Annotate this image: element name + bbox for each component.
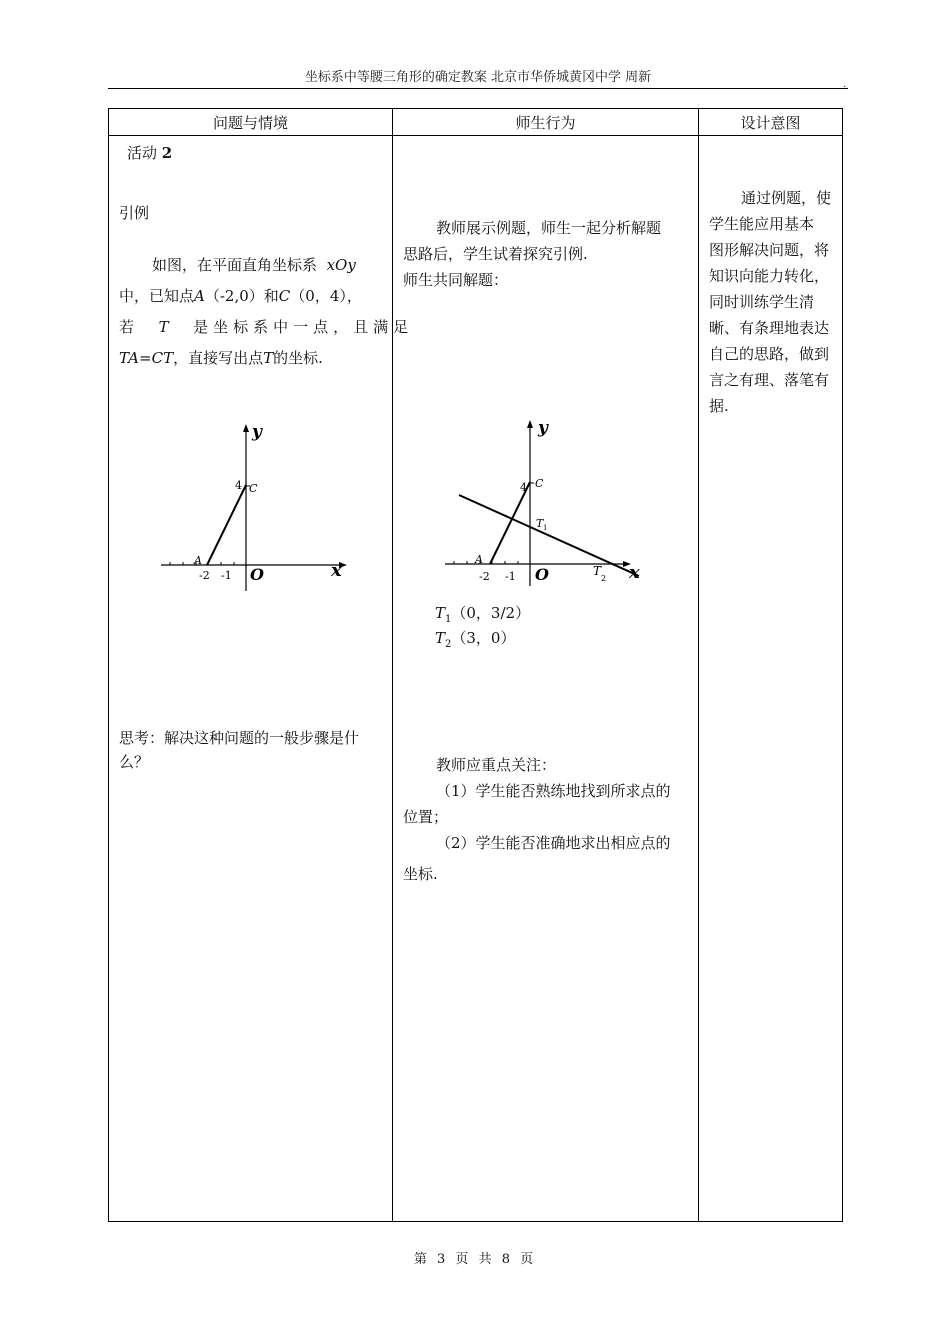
intent-cell (699, 136, 843, 1222)
intent-line-9: 据. (709, 397, 729, 415)
activity-heading (127, 138, 172, 169)
think-line-2: 么？ (119, 753, 150, 771)
point-t2-sub: 2 (601, 574, 607, 583)
problem-line-1 (152, 250, 356, 281)
intent-line-8: 言之有理、落笔有 (709, 371, 830, 389)
problem-text: 若 (119, 318, 140, 336)
col-header-intent: 设计意图 (699, 109, 843, 136)
intro-line-3: 师生共同解题： (403, 271, 509, 289)
problem-line-2 (119, 281, 362, 312)
intent-line-5: 同时训练学生清 (709, 293, 815, 311)
page-footer: 第 3 页 共 8 页 (413, 1252, 537, 1267)
focus-1-line-1: （1）学生能否熟练地找到所求点的 (436, 782, 671, 800)
point-c-label: C (535, 477, 544, 490)
var-xoy: xOy (326, 256, 356, 274)
tick-label-4: 4 (235, 479, 242, 492)
answer-t2 (435, 623, 515, 660)
var-c: C (278, 287, 291, 305)
col-header-problem: 问题与情境 (109, 109, 393, 136)
header-mark: · (843, 82, 847, 93)
problem-text: 中，已知点 (119, 287, 195, 305)
point-c-label: C (249, 482, 258, 495)
answer-coord: （0，3/2） (451, 604, 531, 622)
answer-point: T (435, 629, 446, 647)
intent-line-4: 知识向能力转化， (709, 267, 830, 285)
focus-2-line-1: （2）学生能否准确地求出相应点的 (436, 834, 671, 852)
problem-line-4 (119, 343, 323, 374)
var-t: T (158, 318, 174, 336)
problem-text: 如图，在平面直角坐标系 (152, 256, 318, 274)
origin-label: O (535, 565, 549, 584)
tick-label-neg2: -2 (479, 570, 490, 583)
tick-label-neg1: -1 (505, 570, 516, 583)
intent-line-3: 图形解决问题，将 (709, 241, 830, 259)
problem-text: （-2,0）和 (204, 287, 279, 305)
answer-subscript: 2 (445, 639, 452, 650)
point-t1-label: T (536, 517, 544, 530)
problem-text: 的坐标. (273, 349, 323, 367)
activity-number: 2 (161, 144, 173, 162)
intent-line-1: 通过例题，使 (741, 189, 832, 207)
answer-coord: （3，0） (451, 629, 516, 647)
tick-label-4: 4 (520, 481, 527, 494)
intent-line-2: 学生能应用基本 (709, 215, 815, 233)
problem-text: （0，4）， (290, 287, 362, 305)
intro-line-2: 思路后，学生试着探究引例. (403, 245, 588, 263)
var-t: T (263, 349, 274, 367)
coordinate-graph-2 (433, 406, 673, 586)
col-header-behavior: 师生行为 (393, 109, 699, 136)
focus-1-line-2: 位置； (403, 808, 449, 826)
y-label: y (252, 422, 262, 442)
think-line-1: 思考：解决这种问题的一般步骤是什 (119, 729, 360, 747)
problem-cell (109, 136, 414, 1222)
origin-label: O (250, 565, 264, 584)
tick-label-neg1: -1 (221, 569, 232, 582)
y-axis-arrow (527, 420, 533, 428)
segment-ac (207, 485, 246, 565)
focus-2-line-2: 坐标. (403, 865, 438, 883)
point-a-label: A (194, 554, 202, 567)
equation-ta-ct: TA=CT (119, 349, 174, 367)
x-label: x (629, 562, 640, 583)
answer-subscript: 1 (445, 614, 452, 625)
tick-label-neg2: -2 (199, 569, 210, 582)
focus-title: 教师应重点关注： (436, 756, 557, 774)
lesson-table (108, 108, 843, 1222)
y-label: y (538, 418, 548, 438)
coordinate-graph-1 (149, 416, 359, 596)
x-label: x (331, 560, 342, 581)
point-a-label: A (475, 553, 483, 566)
point-t1-sub: 1 (543, 524, 548, 532)
point-t2-label: T (593, 564, 602, 578)
problem-line-3 (119, 312, 413, 343)
problem-text: ，直接写出点 (173, 349, 264, 367)
table-header-row (109, 109, 843, 136)
intent-line-7: 自己的思路，做到 (709, 345, 830, 363)
example-title: 引例 (119, 204, 150, 222)
page-header: 坐标系中等腰三角形的确定教案 北京市华侨城黄冈中学 周新 (304, 70, 652, 85)
activity-label: 活动 (127, 144, 158, 162)
problem-text: 是坐标系中一点，且满足 (193, 318, 414, 336)
segment-ac (490, 482, 530, 564)
table-body-row (109, 136, 843, 1222)
intent-line-6: 晰、有条理地表达 (709, 319, 830, 337)
answer-point: T (435, 604, 446, 622)
intro-line-1: 教师展示例题，师生一起分析解题 (436, 219, 662, 237)
y-axis-arrow (243, 424, 249, 432)
behavior-cell (393, 136, 699, 1222)
var-a: A (194, 287, 205, 305)
header-rule (108, 88, 848, 89)
